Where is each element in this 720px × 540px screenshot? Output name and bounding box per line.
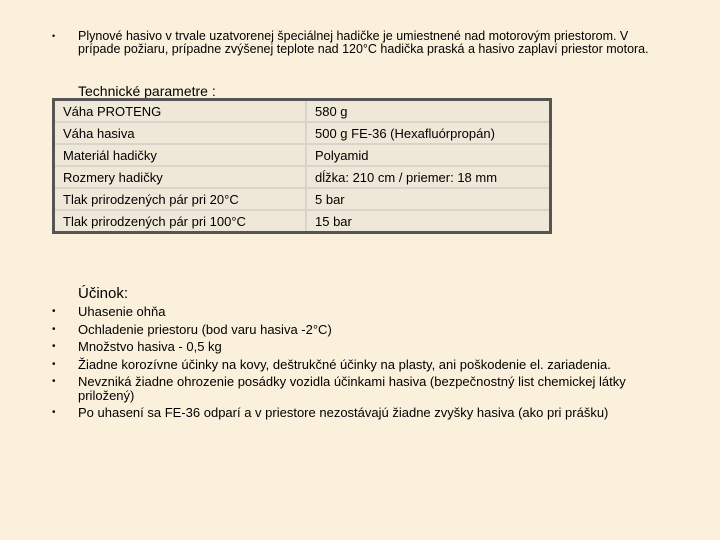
- params-heading: Technické parametre :: [78, 83, 216, 99]
- list-item: • Žiadne korozívne účinky na kovy, deštrukčné účinky na plasty, ani poškodenie el. zariadenia.: [52, 358, 672, 372]
- param-label: Váha hasiva: [54, 122, 307, 144]
- table-row: [54, 100, 551, 123]
- list-item: • Nevzniká žiadne ohrozenie posádky vozidla účinkami hasiva (bezpečnostný list chemickej látky priložený): [52, 375, 672, 402]
- bullet-icon: •: [52, 31, 56, 41]
- list-item: • Ochladenie priestoru (bod varu hasiva -2°C): [52, 323, 672, 337]
- intro-paragraph: [52, 30, 672, 55]
- table-row: [54, 122, 551, 144]
- params-table: [52, 98, 552, 234]
- param-value: dĺžka: 210 cm / priemer: 18 mm: [306, 166, 551, 188]
- intro-text: Plynové hasivo v trvale uzatvorenej špeciálnej hadičke je umiestnené nad motorovým priestorom. V prípade požiaru, prípadne zvýšenej teplote nad 120°C hadička praská a hasivo zaplaví priestor motora.: [78, 29, 649, 56]
- param-value: 15 bar: [306, 210, 551, 233]
- list-item: • Množstvo hasiva - 0,5 kg: [52, 340, 672, 354]
- list-item: • Uhasenie ohňa: [52, 305, 672, 319]
- table-row: [54, 210, 551, 233]
- table-row: [54, 144, 551, 166]
- param-value: 5 bar: [306, 188, 551, 210]
- param-value: Polyamid: [306, 144, 551, 166]
- list-item: • Po uhasení sa FE-36 odparí a v priestore nezostávajú žiadne zvyšky hasiva (ako pri prášku): [52, 406, 672, 420]
- table-row: [54, 188, 551, 210]
- param-value: 580 g: [306, 100, 551, 123]
- effects-list: [52, 305, 672, 424]
- param-value: 500 g FE-36 (Hexafluórpropán): [306, 122, 551, 144]
- param-label: Váha PROTENG: [54, 100, 307, 123]
- param-label: Rozmery hadičky: [54, 166, 307, 188]
- param-label: Materiál hadičky: [54, 144, 307, 166]
- table-row: [54, 166, 551, 188]
- param-label: Tlak prirodzených pár pri 20°C: [54, 188, 307, 210]
- param-label: Tlak prirodzených pár pri 100°C: [54, 210, 307, 233]
- effects-title: Účinok:: [78, 285, 129, 302]
